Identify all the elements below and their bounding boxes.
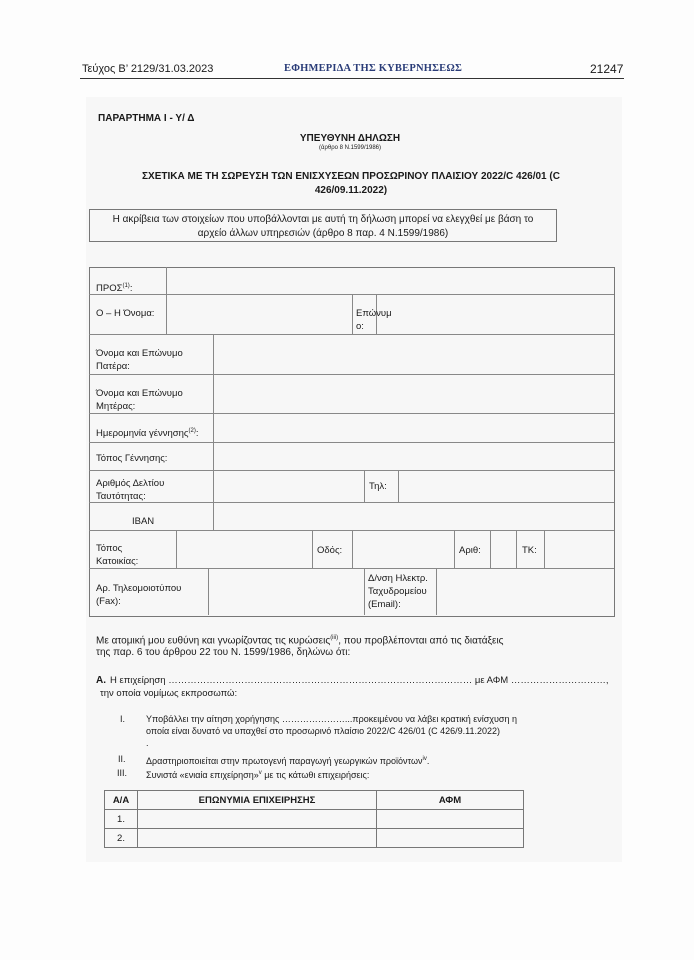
section-a-label: Α. <box>96 675 106 686</box>
enterprise-afm-cell[interactable] <box>377 829 524 848</box>
notice-line-1: Η ακρίβεια των στοιχείων που υποβάλλονται με αυτή τη δήλωση μπορεί να ελεγχθεί με βάση το <box>112 214 534 225</box>
col-divider <box>544 530 545 569</box>
surname-label: Επώνυμ ο: <box>356 308 392 332</box>
col-divider <box>454 530 455 569</box>
to-field[interactable] <box>168 268 612 293</box>
residence-field[interactable] <box>178 531 311 567</box>
col-header-afm: ΑΦΜ <box>377 791 524 810</box>
item-1-line-1: Υποβάλλει την αίτηση χορήγησης …………………...προκειμένου να λάβει κρατική ενίσχυση η <box>146 714 517 724</box>
item-2-number: ΙΙ. <box>118 754 126 764</box>
item-1-number: Ι. <box>120 714 126 724</box>
enterprise-afm-cell[interactable] <box>377 810 524 829</box>
enterprise-name-cell[interactable] <box>138 829 377 848</box>
postcode-field[interactable] <box>546 531 612 567</box>
postcode-label: ΤΚ: <box>522 545 537 556</box>
phone-label: Τηλ: <box>369 481 387 492</box>
father-name-label: Όνομα και Επώνυμο Πατέρα: <box>96 348 183 372</box>
birthdate-label: Ημερομηνία γέννησης$^{(2)}$: <box>96 428 199 440</box>
col-divider <box>213 334 214 531</box>
row-number: 2. <box>105 829 138 848</box>
street-label: Οδός: <box>317 545 343 556</box>
subject-line-2: 426/09.11.2022) <box>314 185 388 196</box>
subject-line-1: ΣΧΕΤΙΚΑ ΜΕ ΤΗ ΣΩΡΕΥΣΗ ΤΩΝ ΕΝΙΣΧΥΣΕΩΝ ΠΡΟΣΩΡΙΝΟΥ ΠΛΑΙΣΙΟΥ 2022/C 426/01 (C <box>142 171 560 182</box>
email-field[interactable] <box>438 569 612 614</box>
col-divider <box>208 568 209 615</box>
declaration-line-1: Με ατομική μου ευθύνη και γνωρίζοντας τις κυρώσεις$^{(iii)}$, που προβλέπονται από τις διατάξεις <box>96 635 504 647</box>
to-label: ΠΡΟΣ$^{(1)}$: <box>96 283 133 295</box>
item-2-text: Δραστηριοποιείται στην πρωτογενή παραγωγή γεωργικών προϊόντων$^{iv}$. <box>146 756 430 766</box>
annex-label: ΠΑΡΑΡΤΗΜΑ Ι - Υ/ Δ <box>98 113 195 124</box>
col-divider <box>436 568 437 615</box>
col-divider <box>166 267 167 335</box>
mother-name-label: Όνομα και Επώνυμο Μητέρας: <box>96 388 183 412</box>
birthplace-field[interactable] <box>215 443 612 469</box>
accuracy-notice <box>89 209 557 242</box>
number-label: Αριθ: <box>459 545 481 556</box>
birthdate-field[interactable] <box>215 414 612 441</box>
number-field[interactable] <box>492 531 515 567</box>
section-a-text: Η επιχείρηση …………………………………………………………………………………… με ΑΦΜ …………………………, <box>110 675 609 686</box>
phone-field[interactable] <box>400 471 612 501</box>
first-name-field[interactable] <box>168 295 351 333</box>
id-number-label: Αριθμός Δελτίου Ταυτότητας: <box>96 478 165 502</box>
col-divider <box>516 530 517 569</box>
col-divider <box>176 530 177 569</box>
birthplace-label: Τόπος Γέννησης: <box>96 453 168 464</box>
table-row <box>105 829 524 848</box>
mother-name-field[interactable] <box>215 375 612 412</box>
item-1-line-2: οποία είναι δυνατό να υπαχθεί στο προσωρινό πλαίσιο 2022/C 426/01 (C 426/9.11.2022) <box>146 726 501 736</box>
col-divider <box>490 530 491 569</box>
item-1-line-3: . <box>146 738 149 748</box>
father-name-field[interactable] <box>215 335 612 373</box>
col-divider <box>364 568 365 615</box>
iban-label: IBAN <box>132 516 155 527</box>
col-divider <box>364 470 365 503</box>
enterprise-name-cell[interactable] <box>138 810 377 829</box>
col-divider <box>312 530 313 569</box>
col-divider <box>352 530 353 569</box>
table-row <box>105 810 524 829</box>
table-header-row <box>105 791 524 810</box>
fax-field[interactable] <box>210 569 363 614</box>
iban-field[interactable] <box>215 503 612 529</box>
col-divider <box>398 470 399 503</box>
id-number-field[interactable] <box>215 471 363 501</box>
col-header-name: ΕΠΩΝΥΜΙΑ ΕΠΙΧΕΙΡΗΣΗΣ <box>138 791 377 810</box>
page-number: 21247 <box>590 62 624 76</box>
item-3-number: ΙΙΙ. <box>117 768 128 778</box>
surname-field[interactable] <box>378 295 612 333</box>
email-label: Δ/νση Ηλεκτρ. Ταχυδρομείου (Email): <box>368 573 428 610</box>
item-3-text: Συνιστά «ενιαία επιχείρηση»$^v$ με τις κάτωθι επιχειρήσεις: <box>146 770 370 780</box>
gazette-title: ΕΦΗΜΕΡΙΔΑ ΤΗΣ ΚΥΒΕΡΝΗΣΕΩΣ <box>284 63 463 74</box>
enterprises-table <box>104 790 524 848</box>
declaration-line-2: της παρ. 6 του άρθρου 22 του Ν. 1599/1986, δηλώνω ότι: <box>96 647 351 658</box>
row-number: 1. <box>105 810 138 829</box>
header-rule <box>80 78 624 79</box>
section-a-text-2: την οποία νομίμως εκπροσωπώ: <box>100 688 238 699</box>
document-title-ref: (άρθρο 8 Ν.1599/1986) <box>319 145 381 151</box>
col-header-aa: Α/Α <box>105 791 138 810</box>
document-title: ΥΠΕΥΘΥΝΗ ΔΗΛΩΣΗ <box>299 133 401 144</box>
residence-label: Τόπος Κατοικίας: <box>96 543 139 567</box>
notice-line-2: αρχείο άλλων υπηρεσιών (άρθρο 8 παρ. 4 Ν.1599/1986) <box>197 228 449 239</box>
fax-label: Αρ. Τηλεομοιοτύπου (Fax): <box>96 583 182 607</box>
issue-number: Τεύχος Β’ 2129/31.03.2023 <box>82 63 214 75</box>
first-name-label: Ο – Η Όνομα: <box>96 308 155 319</box>
street-field[interactable] <box>354 531 453 567</box>
col-divider <box>352 294 353 335</box>
